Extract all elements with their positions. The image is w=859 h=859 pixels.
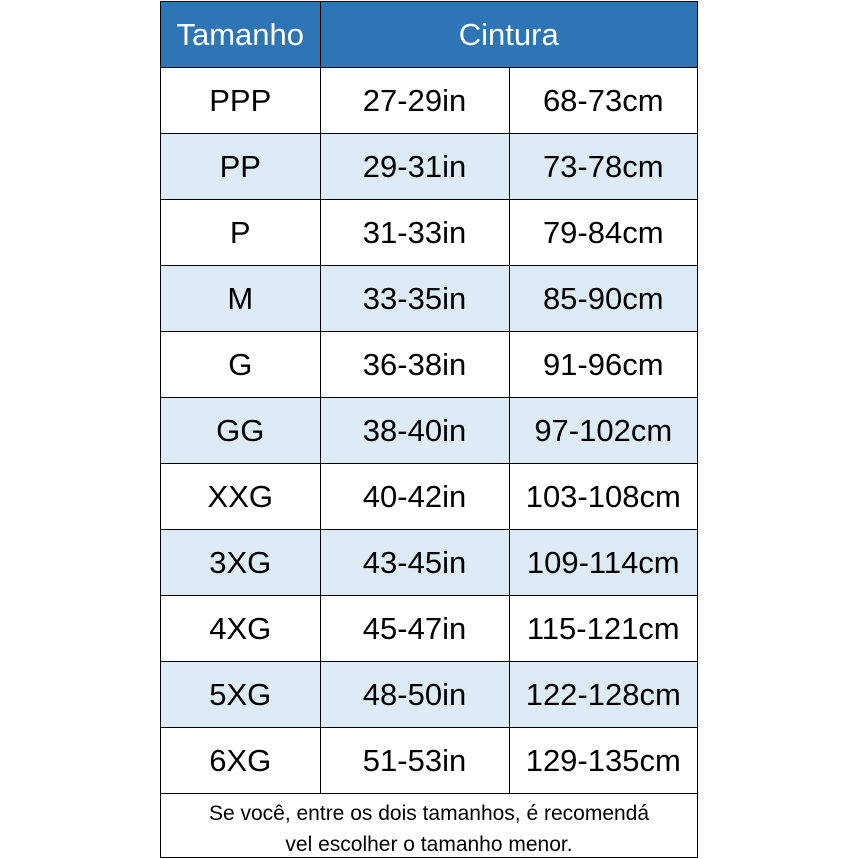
- size-note-line-1: Se você, entre os dois tamanhos, é recomendá: [208, 802, 650, 825]
- size-cell: M: [161, 266, 320, 332]
- cm-cell: 68-73cm: [509, 68, 697, 134]
- size-cell: 5XG: [161, 662, 320, 728]
- size-chart: [160, 1, 698, 858]
- inches-cell: 51-53in: [320, 728, 509, 794]
- inches-cell: 31-33in: [320, 200, 509, 266]
- size-cell: 4XG: [161, 596, 320, 662]
- inches-cell: 45-47in: [320, 596, 509, 662]
- cm-cell: 91-96cm: [509, 332, 697, 398]
- size-cell: PPP: [161, 68, 320, 134]
- cm-cell: 73-78cm: [509, 134, 697, 200]
- cm-cell: 109-114cm: [509, 530, 697, 596]
- table-row: [161, 530, 697, 596]
- header-waist: Cintura: [320, 2, 697, 68]
- table-header-row: [161, 2, 697, 68]
- inches-cell: 38-40in: [320, 398, 509, 464]
- inches-cell: 48-50in: [320, 662, 509, 728]
- inches-cell: 27-29in: [320, 68, 509, 134]
- size-note: [161, 794, 697, 859]
- size-cell: P: [161, 200, 320, 266]
- size-cell: GG: [161, 398, 320, 464]
- table-row: [161, 398, 697, 464]
- cm-cell: 129-135cm: [509, 728, 697, 794]
- table-row: [161, 68, 697, 134]
- table-body: [161, 68, 697, 794]
- cm-cell: 122-128cm: [509, 662, 697, 728]
- size-cell: XXG: [161, 464, 320, 530]
- table-row: [161, 662, 697, 728]
- cm-cell: 79-84cm: [509, 200, 697, 266]
- size-cell: 3XG: [161, 530, 320, 596]
- cm-cell: 85-90cm: [509, 266, 697, 332]
- table-row: [161, 266, 697, 332]
- inches-cell: 33-35in: [320, 266, 509, 332]
- size-table: [161, 2, 697, 794]
- inches-cell: 36-38in: [320, 332, 509, 398]
- table-row: [161, 728, 697, 794]
- cm-cell: 97-102cm: [509, 398, 697, 464]
- size-cell: 6XG: [161, 728, 320, 794]
- inches-cell: 29-31in: [320, 134, 509, 200]
- cm-cell: 115-121cm: [509, 596, 697, 662]
- cm-cell: 103-108cm: [509, 464, 697, 530]
- size-note-line-2: vel escolher o tamanho menor.: [285, 833, 573, 856]
- inches-cell: 43-45in: [320, 530, 509, 596]
- table-row: [161, 134, 697, 200]
- header-size: Tamanho: [161, 2, 320, 68]
- size-cell: G: [161, 332, 320, 398]
- table-row: [161, 464, 697, 530]
- table-row: [161, 332, 697, 398]
- table-row: [161, 200, 697, 266]
- table-row: [161, 596, 697, 662]
- size-cell: PP: [161, 134, 320, 200]
- inches-cell: 40-42in: [320, 464, 509, 530]
